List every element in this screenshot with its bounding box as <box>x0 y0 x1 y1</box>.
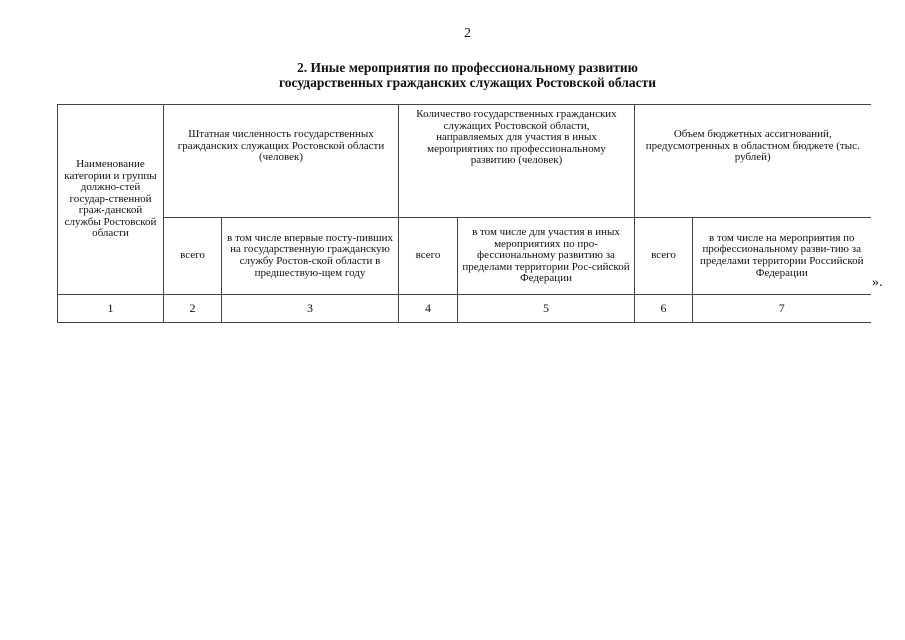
subheader-sent-abroad: в том числе для участия в иных мероприятиях по про-фессиональному развитию за пределами территории Рос-сийской Федерации <box>458 218 635 295</box>
header-row <box>58 105 871 218</box>
column-number: 1 <box>58 295 164 323</box>
column-number-row <box>58 295 871 323</box>
subheader-total-budget: всего <box>635 218 693 295</box>
header-employees-sent: Количество государственных гражданских служащих Ростовской области, направляемых для участия в иных мероприятиях по профессиональному развитию (человек) <box>399 105 635 218</box>
subheader-new-staff: в том числе впервые посту-пивших на государственную гражданскую службу Ростов-ской области в предшествую-щем году <box>222 218 399 295</box>
header-budget: Объем бюджетных ассигнований, предусмотренных в областном бюджете (тыс. рублей) <box>635 105 871 218</box>
column-number: 3 <box>222 295 399 323</box>
title-line-1: 2. Иные мероприятия по профессиональному развитию <box>297 60 638 75</box>
title-line-2: государственных гражданских служащих Ростовской области <box>278 75 657 90</box>
document-title <box>0 60 905 90</box>
subheader-total-staff: всего <box>164 218 222 295</box>
column-number: 2 <box>164 295 222 323</box>
column-number: 4 <box>399 295 458 323</box>
subheader-total-sent: всего <box>399 218 458 295</box>
column-number: 7 <box>693 295 871 323</box>
column-number: 5 <box>458 295 635 323</box>
column-number: 6 <box>635 295 693 323</box>
subheader-budget-abroad: в том числе на мероприятия по профессиональному разви-тию за пределами территории Российской Федерации <box>693 218 871 295</box>
header-category-name: Наименование категории и группы должно-стей государ-ственной граж-данской службы Ростовской области <box>58 105 164 295</box>
subheader-row <box>58 218 871 295</box>
activities-table <box>57 104 871 323</box>
page-number: 2 <box>464 26 471 41</box>
closing-quote-mark: ». <box>872 275 883 290</box>
header-staff-count: Штатная численность государственных гражданских служащих Ростовской области (человек) <box>164 105 399 218</box>
